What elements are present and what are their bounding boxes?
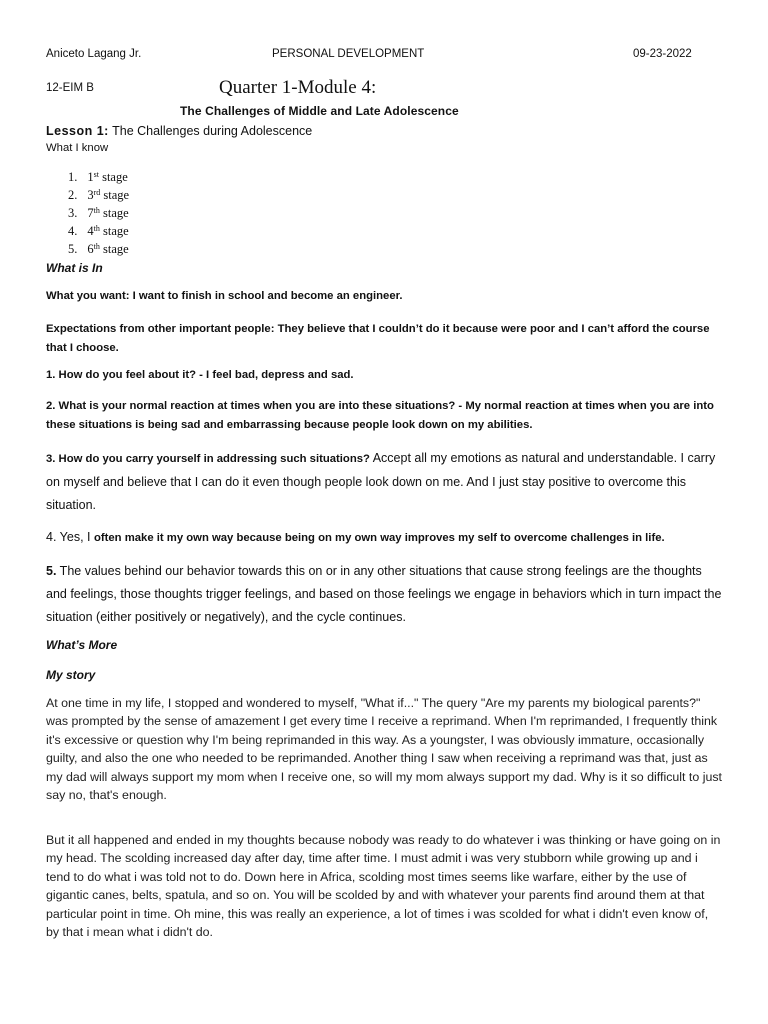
item-number: 2.: [68, 188, 78, 202]
subject-name: PERSONAL DEVELOPMENT: [272, 48, 425, 60]
module-subtitle: The Challenges of Middle and Late Adolescence: [180, 104, 459, 118]
item-number: 5.: [68, 242, 78, 256]
question-3-label: 3. How do you carry yourself in addressing such situations?: [46, 453, 370, 465]
question-3: [46, 447, 722, 517]
item-ordinal: 1: [87, 170, 94, 184]
item-ordinal: 3: [87, 188, 94, 202]
item-word: stage: [99, 224, 129, 238]
item-suffix: st: [93, 170, 99, 179]
class-section: 12-EIM B: [46, 82, 94, 94]
item-suffix: th: [93, 206, 100, 215]
item-word: stage: [99, 206, 129, 220]
item-number: 4.: [68, 224, 78, 238]
item-suffix: rd: [93, 188, 101, 197]
my-story-heading: My story: [46, 668, 96, 682]
question-5-number: 5.: [46, 564, 57, 578]
question-4: [46, 530, 665, 544]
whats-more-heading: What’s More: [46, 638, 118, 652]
question-5: [46, 560, 722, 629]
expectations-text: Expectations from other important people: They believe that I couldn’t do it because were poor and I can’t afford the course that I choose.: [46, 323, 710, 354]
list-item: [68, 242, 129, 257]
question-4-answer: often make it my own way because being on my own way improves my self to overcome challenges in life.: [93, 532, 665, 544]
item-word: stage: [100, 188, 130, 202]
author-name: Aniceto Lagang Jr.: [46, 48, 142, 60]
item-suffix: th: [93, 242, 100, 251]
item-word: stage: [99, 242, 129, 256]
item-ordinal: 6: [87, 242, 94, 256]
list-item: [68, 206, 129, 221]
what-is-in-heading: What is In: [46, 261, 103, 275]
lesson-title: The Challenges during Adolescence: [108, 124, 313, 138]
item-number: 3.: [68, 206, 78, 220]
module-title: Quarter 1-Module 4:: [219, 77, 377, 98]
item-suffix: th: [93, 224, 100, 233]
question-3-answer: Accept all my emotions as natural and understandable. I carry on myself and believe that I can do it even though people look down on me. And I just stay positive to overcome this situation.: [46, 451, 716, 512]
question-2: 2. What is your normal reaction at times when you are into these situations? - My normal reaction at times when you are into these situations is being sad and embarrassing because people look down on my abilities.: [46, 400, 714, 431]
what-i-know-heading: What I know: [46, 142, 109, 154]
list-item: [68, 188, 129, 203]
story-paragraph-1: At one time in my life, I stopped and wondered to myself, "What if..." The query "Are my parents my biological parents?" was prompted by the sense of amazement I get every time I receive a reprimand. When I'm reprimanded, I frequently think it's excessive or question why I'm being reprimanded in this way. As a youngster, I was obviously immature, occasionally guilty, and also the one who needed to be reprimanded. Another thing I saw when receiving a reprimand was that, just as my dad will always support my mom when I receive one, so will my mom always support my dad. Why is it so difficult to just say no, that's enough.: [46, 696, 722, 803]
item-ordinal: 7: [87, 206, 94, 220]
document-date: 09-23-2022: [633, 48, 692, 60]
item-word: stage: [98, 170, 128, 184]
list-item: [68, 170, 128, 185]
lesson-label: Lesson 1:: [46, 124, 109, 138]
question-5-text: The values behind our behavior towards this on or in any other situations that cause strong feelings are the thoughts and feelings, those thoughts trigger feelings, and based on those feelings we engage in behaviors which in turn impact the situation (either positively or negatively), and the cycle continues.: [46, 564, 722, 624]
question-4-prefix: 4. Yes, I: [46, 530, 94, 544]
lesson-heading: [46, 124, 312, 138]
what-you-want: What you want: I want to finish in school and become an engineer.: [46, 290, 403, 302]
list-item: [68, 224, 129, 239]
item-ordinal: 4: [87, 224, 94, 238]
item-number: 1.: [68, 170, 78, 184]
story-paragraph-2: But it all happened and ended in my thoughts because nobody was ready to do whatever i was thinking or have going on in my head. The scolding increased day after day, time after time. I must admit i was very stubborn while growing up and i tend to do what i was told not to do. Down here in Africa, scolding most times seems like warfare, either by the use of gigantic canes, belts, spatula, and so on. You will be scolded by and with whatever your parents find around them at that particular point in time. Oh mine, this was really an experience, a lot of times i was scolded for what i didn't even know of, by that i mean what i didn't do.: [46, 833, 721, 940]
question-1: 1. How do you feel about it? - I feel bad, depress and sad.: [46, 369, 354, 381]
